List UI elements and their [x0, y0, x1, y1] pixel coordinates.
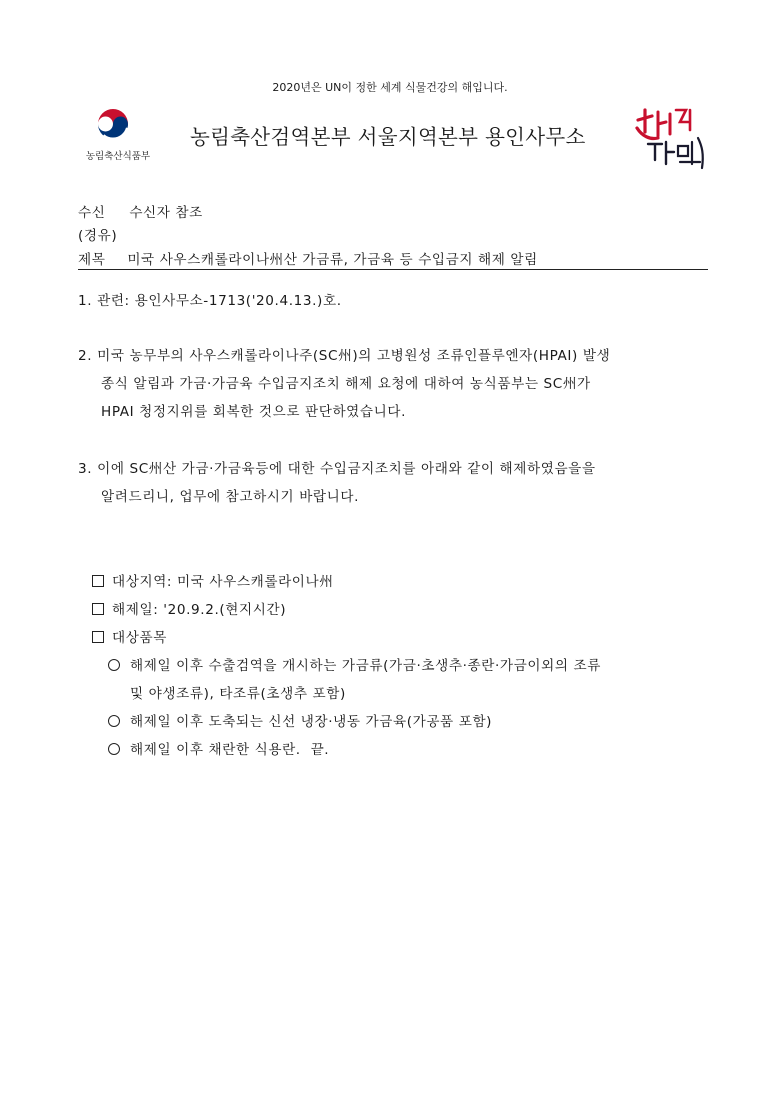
item-1-line-1: 해제일 이후 수출검역을 개시하는 가금류(가금·초생추·종란·가금이외의 조류 — [108, 654, 601, 674]
bullet-circle-icon — [108, 743, 120, 755]
bullet-circle-icon — [108, 715, 120, 727]
ministry-logo — [78, 106, 158, 166]
bullet-circle-icon — [108, 659, 120, 671]
calligraphy-emblem-icon — [628, 102, 712, 172]
subject-label: 제목 — [78, 252, 106, 268]
checkbox-square-icon — [92, 631, 104, 643]
checkbox-square-icon — [92, 575, 104, 587]
paragraph-2-line-2: 종식 알림과 가금·가금육 수입금지조치 해제 요청에 대하여 농식품부는 SC州가 — [101, 376, 591, 392]
paragraph-3-line-1: 3. 이에 SC州산 가금·가금육등에 대한 수입금지조치를 아래와 같이 해제하였음을을 — [78, 461, 596, 477]
recipient-value: 수신자 참조 — [129, 205, 203, 221]
items-heading-text: 대상품목 — [112, 630, 167, 646]
region-text: 대상지역: 미국 사우스캐롤라이나州 — [112, 574, 334, 590]
date-text: 해제일: '20.9.2.(현지시간) — [112, 602, 287, 618]
paragraph-2-line-3: HPAI 청정지위를 회복한 것으로 판단하였습니다. — [101, 404, 407, 420]
office-title: 농림축산검역본부 서울지역본부 용인사무소 — [190, 125, 586, 149]
detail-items-heading — [92, 626, 167, 646]
item-2: 해제일 이후 도축되는 신선 냉장·냉동 가금육(가공품 포함) — [108, 710, 492, 730]
paragraph-2-line-1: 2. 미국 농무부의 사우스캐롤라이나주(SC州)의 고병원성 조류인플루엔자(HPAI) 발생 — [78, 348, 611, 364]
slogan-line: 2020년은 UN이 정한 세계 식물건강의 해입니다. — [272, 81, 508, 94]
subject-value: 미국 사우스캐롤라이나州산 가금류, 가금육 등 수입금지 해제 알림 — [127, 252, 538, 268]
paragraph-1: 1. 관련: 용인사무소-1713('20.4.13.)호. — [78, 293, 342, 309]
detail-region — [92, 570, 333, 590]
recipient-label: 수신 — [78, 205, 106, 221]
detail-date — [92, 598, 286, 618]
checkbox-square-icon — [92, 603, 104, 615]
paragraph-3-line-2: 알려드리니, 업무에 참고하시기 바랍니다. — [101, 489, 360, 505]
subject-divider — [78, 269, 708, 270]
item-3: 해제일 이후 채란한 식용란. 끝. — [108, 738, 329, 758]
recipient-row — [78, 201, 203, 221]
taegeuk-emblem-icon — [95, 106, 131, 142]
item-1-line-2: 및 야생조류), 타조류(초생추 포함) — [130, 686, 346, 702]
via-label: (경유) — [78, 228, 118, 244]
subject-row — [78, 248, 538, 268]
ministry-name: 농림축산식품부 — [85, 151, 151, 162]
